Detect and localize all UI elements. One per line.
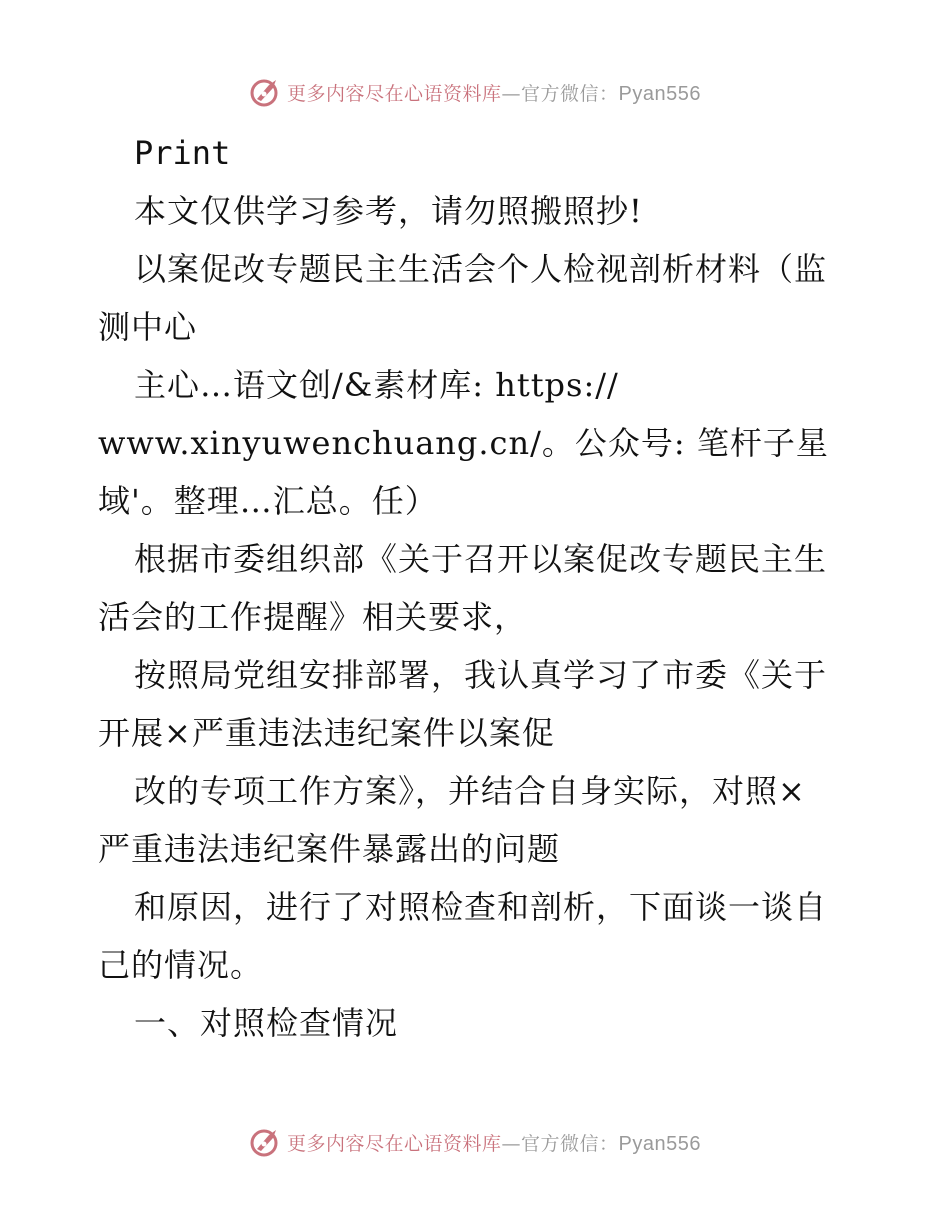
- doc-line: www.xinyuwenchuang.cn/。公众号: 笔杆子星: [98, 424, 829, 462]
- watermark-wechat-label: 官方微信：: [521, 1132, 619, 1155]
- watermark-group: [249, 1125, 701, 1159]
- watermark-dash: —: [501, 82, 522, 105]
- doc-paragraph-line: 改的专项工作方案》，并结合自身实际，对照×: [134, 772, 806, 810]
- document-body: [98, 124, 858, 1052]
- doc-line: 域'。整理…汇总。任）: [98, 482, 438, 520]
- doc-paragraph-line: 活会的工作提醒》相关要求，: [98, 598, 528, 636]
- header-watermark: [0, 72, 950, 112]
- doc-paragraph-line: 按照局党组安排部署，我认真学习了市委《关于: [134, 656, 828, 694]
- doc-title: 以案促改专题民主生活会个人检视剖析材料（监: [134, 250, 828, 288]
- watermark-wechat-label: 官方微信：: [521, 82, 619, 105]
- watermark-group: [249, 75, 701, 109]
- pen-nib-circle-icon: [249, 75, 283, 109]
- doc-paragraph-line: 己的情况。: [98, 946, 264, 984]
- doc-paragraph-line: 根据市委组织部《关于召开以案促改专题民主生: [134, 540, 828, 578]
- watermark-text: [287, 1129, 701, 1156]
- watermark-main: 更多内容尽在心语资料库: [287, 82, 502, 105]
- watermark-main: 更多内容尽在心语资料库: [287, 1132, 502, 1155]
- watermark-wechat-id: Pyan556: [618, 82, 701, 105]
- watermark-dash: —: [501, 1132, 522, 1155]
- doc-paragraph-line: 开展×严重违法违纪案件以案促: [98, 714, 555, 752]
- doc-paragraph-line: 和原因，进行了对照检查和剖析，下面谈一谈自: [134, 888, 828, 926]
- footer-watermark: [0, 1122, 950, 1162]
- section-heading: 一、对照检查情况: [134, 1004, 399, 1042]
- doc-line: Print: [134, 134, 231, 172]
- doc-title-cont: 测中心: [98, 308, 198, 346]
- pen-nib-circle-icon: [249, 1125, 283, 1159]
- watermark-wechat-id: Pyan556: [618, 1132, 701, 1155]
- doc-paragraph-line: 严重违法违纪案件暴露出的问题: [98, 830, 561, 868]
- watermark-text: [287, 79, 701, 106]
- doc-line: 主心…语文创/&素材库: https://: [134, 366, 619, 404]
- doc-line: 本文仅供学习参考，请勿照搬照抄!: [134, 192, 643, 230]
